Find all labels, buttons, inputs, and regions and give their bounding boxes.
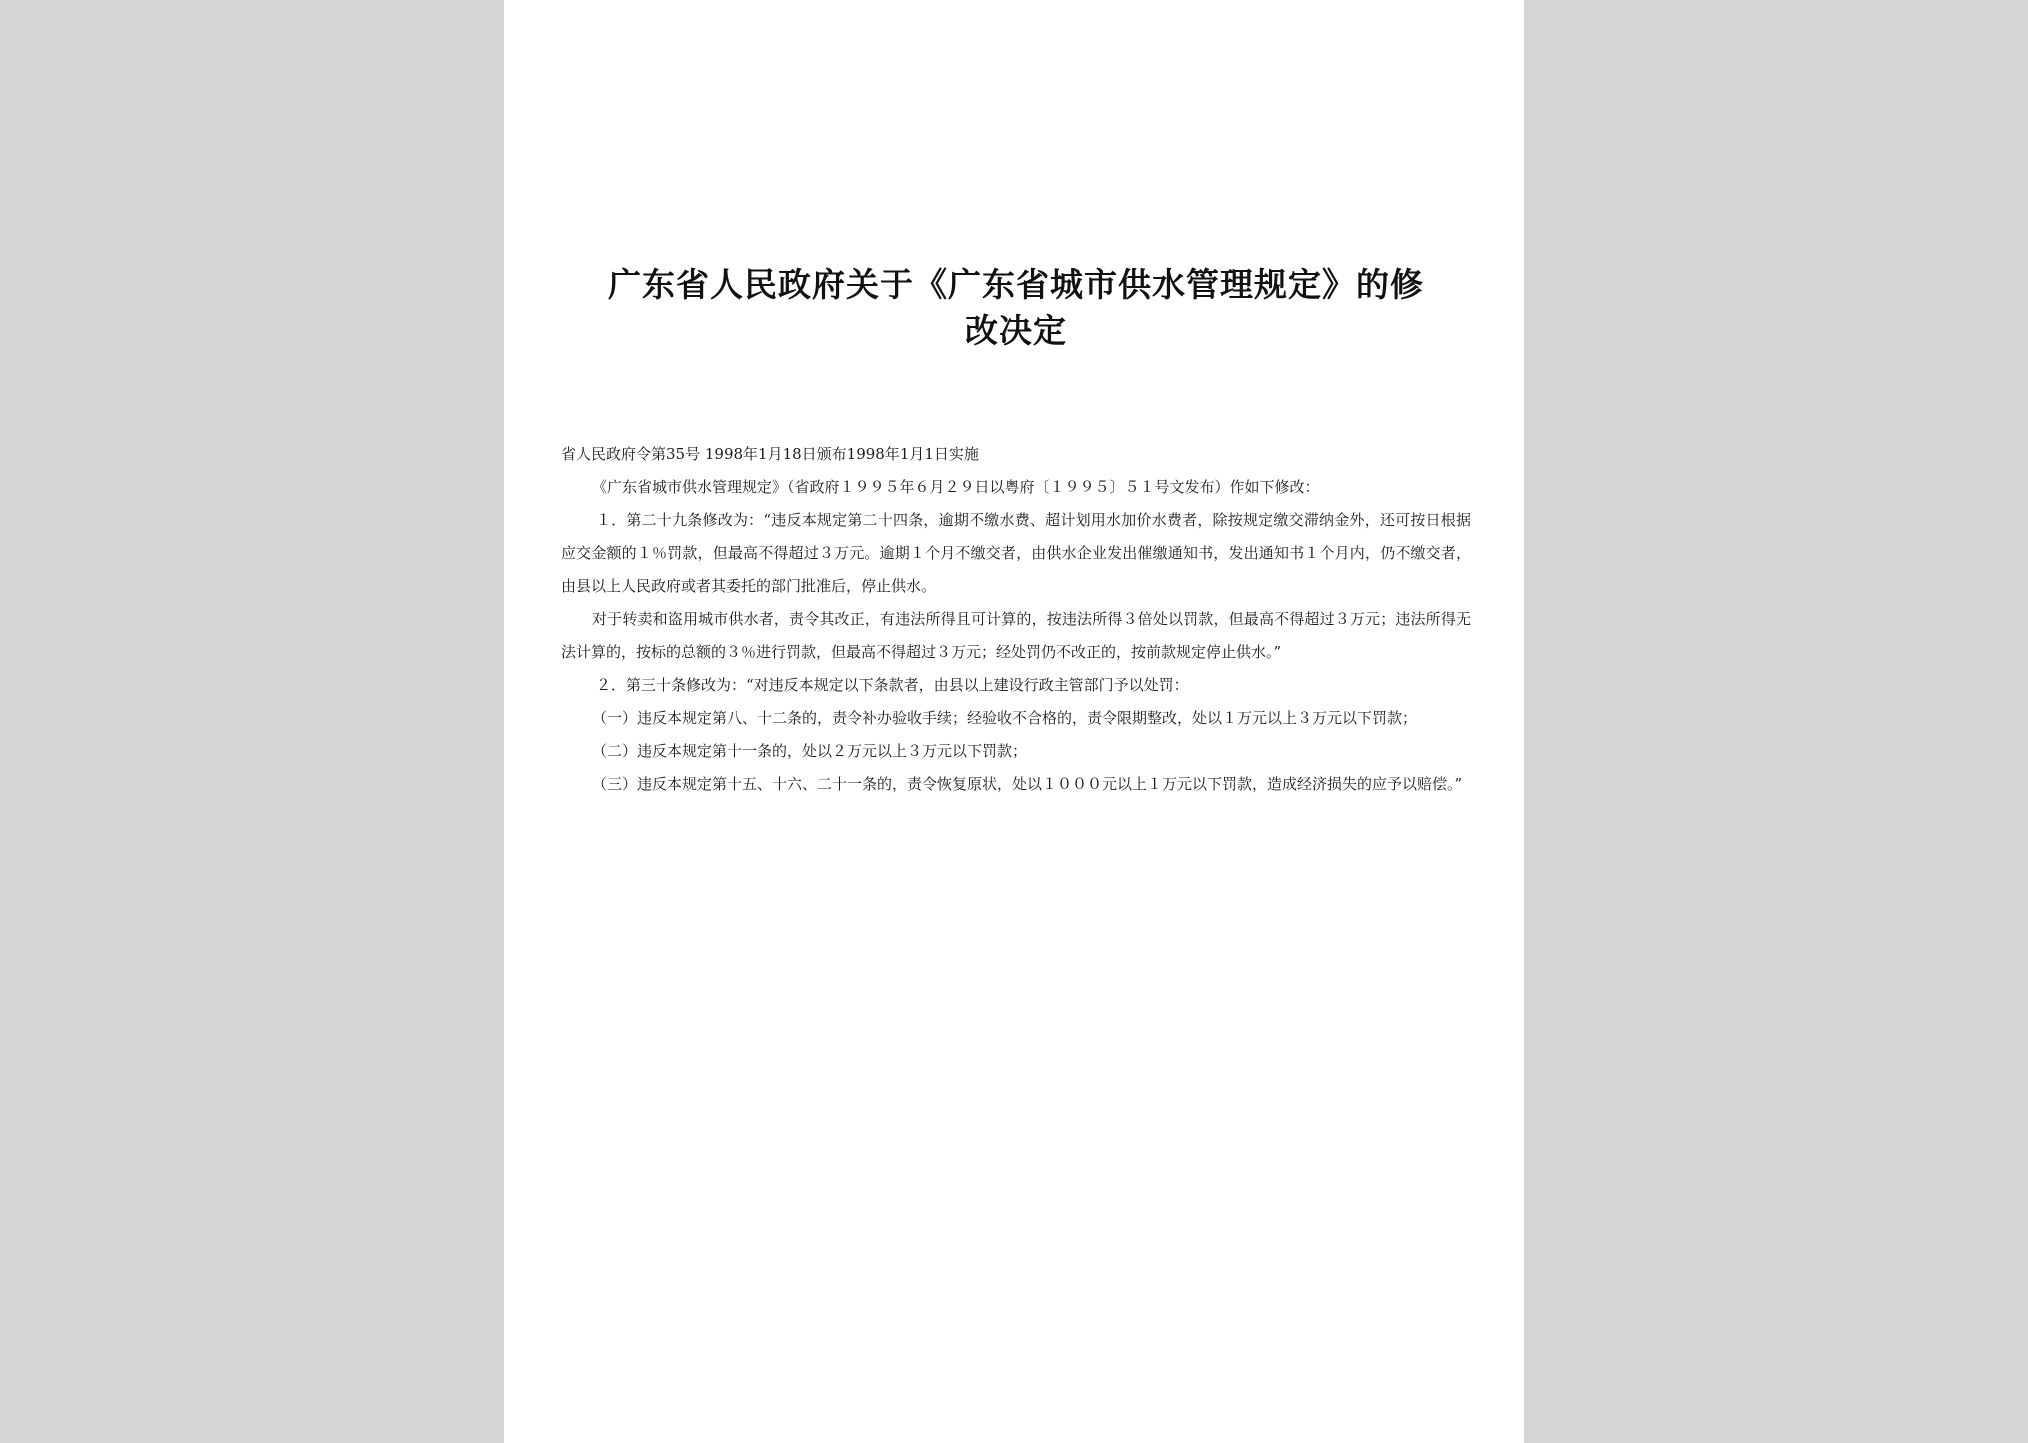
item-1-paragraph: １．第二十九条修改为：“违反本规定第二十四条，逾期不缴水费、超计划用水加价水费者，除按规定缴交滞纳金外，还可按日根据应交金额的１％罚款，但最高不得超过３万元。逾期１个月不缴交者，由供水企业发出催缴通知书，发出通知书１个月内，仍不缴交者，由县以上人民政府或者其委托的部门批准后，停止供水。 <box>561 511 1471 595</box>
document-page <box>504 0 1524 1443</box>
document-body <box>561 438 1471 801</box>
title-line-1: 广东省人民政府关于《广东省城市供水管理规定》的修 <box>608 265 1424 304</box>
intro-paragraph: 《广东省城市供水管理规定》（省政府１９９５年６月２９日以粤府〔１９９５〕５１号文发布）作如下修改： <box>592 478 1320 496</box>
item-2-paragraph: ２．第三十条修改为：“对违反本规定以下条款者，由县以上建设行政主管部门予以处罚： <box>596 676 1189 694</box>
title-line-2: 改决定 <box>965 311 1067 350</box>
item-1-second-paragraph: 对于转卖和盗用城市供水者，责令其改正，有违法所得且可计算的，按违法所得３倍处以罚款，但最高不得超过３万元；违法所得无法计算的，按标的总额的３％进行罚款，但最高不得超过３万元；经处罚仍不改正的，按前款规定停止供水。” <box>561 610 1471 661</box>
item-2-clause-1: （一）违反本规定第八、十二条的，责令补办验收手续；经验收不合格的，责令限期整改，处以１万元以上３万元以下罚款； <box>592 709 1418 727</box>
item-2-clause-3: （三）违反本规定第十五、十六、二十一条的，责令恢复原状，处以１０００元以上１万元以下罚款，造成经济损失的应予以赔偿。” <box>592 775 1463 793</box>
document-title <box>561 262 1471 354</box>
item-2-clause-2: （二）违反本规定第十一条的，处以２万元以上３万元以下罚款； <box>592 742 1028 760</box>
issue-line: 省人民政府令第35号 1998年1月18日颁布1998年1月1日实施 <box>561 445 979 463</box>
